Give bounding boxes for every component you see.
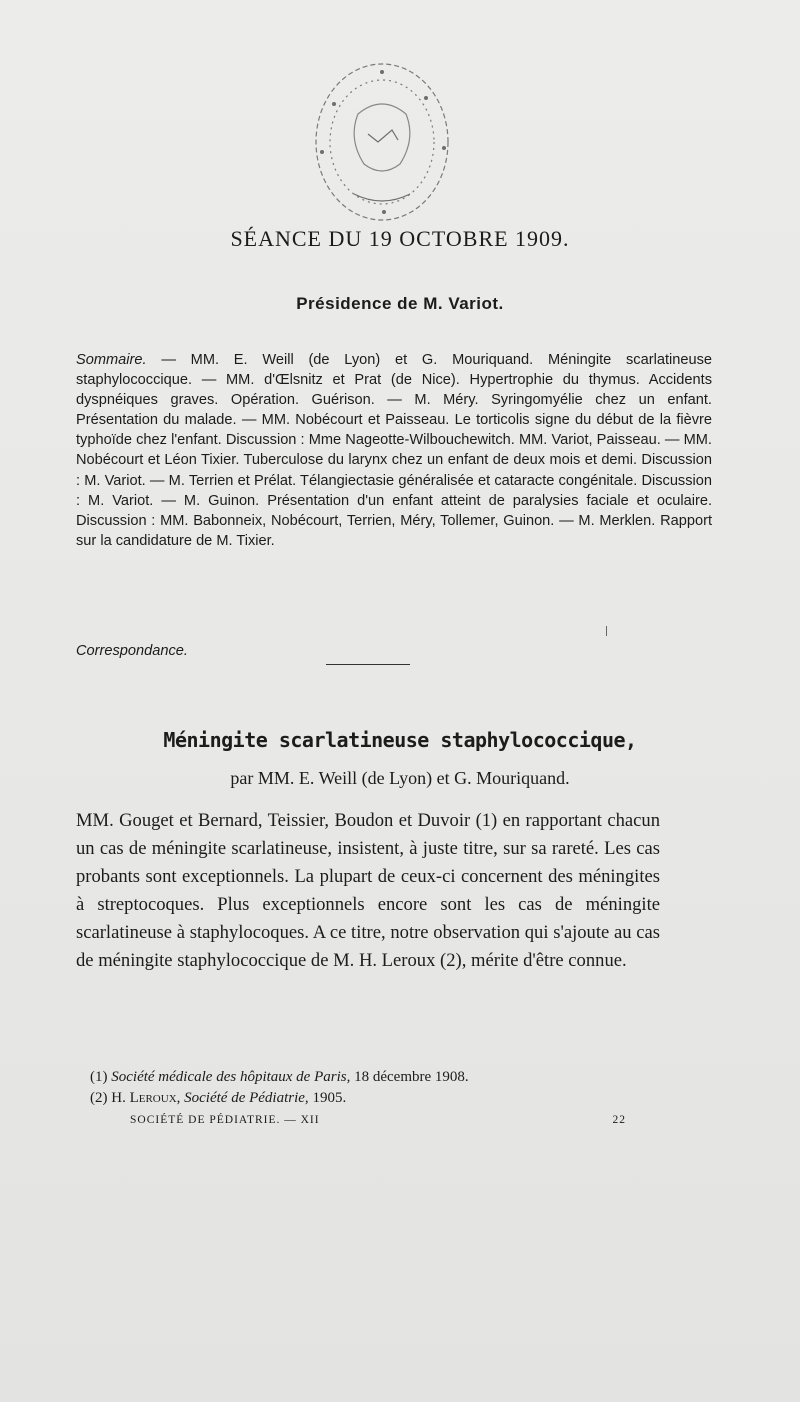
- summary-label: Sommaire.: [76, 352, 147, 368]
- summary-text: — MM. E. Weill (de Lyon) et G. Mouriquand. Méningite scarlatineuse staphylococcique. — MM. d'Œlsnitz et Prat (de Nice). Hypertrophie du thymus. Accidents dyspnéiques graves. Opération. Guérison. — M. Méry. Syringomyélie chez un enfant. Présentation du malade. — MM. Nobécourt et Paisseau. Le torticolis signe du début de la fièvre typhoïde chez l'enfant. Discussion : Mme Nageotte-Wilbouchewitch. MM. Variot, Paisseau. — MM. Nobécourt et Léon Tixier. Tuberculose du larynx chez un enfant de deux mois et demi. Discussion : M. Variot. — M. Terrien et Prélat. Télangiectasie généralisée et cataracte congénitale. Discussion : M. Variot. — M. Guinon. Présentation d'un enfant atteint de paralysies faciale et oculaire. Discussion : MM. Babonneix, Nobécourt, Terrien, Méry, Tollemer, Guinon. — M. Merklen. Rapport sur la candidature de M. Tixier.: [76, 352, 712, 549]
- summary-paragraph: [76, 350, 712, 551]
- footnote-2: (2) H. Leroux, Société de Pédiatrie, 1905.: [90, 1090, 347, 1106]
- footnote-1: (1) Société médicale des hôpitaux de Paris, 18 décembre 1908.: [90, 1069, 469, 1085]
- page-footer: [130, 1114, 626, 1126]
- article-body: MM. Gouget et Bernard, Teissier, Boudon et Duvoir (1) en rapportant chacun un cas de méningite scarlatineuse, insistent, à juste titre, sur sa rareté. Les cas probants sont exceptionnels. La plupart de ceux-ci concernent des méningites à streptocoques. Plus exceptionnels encore sont les cas de méningite scarlatineuse à staphylocoques. A ce titre, notre observation qui s'ajoute au cas de méningite staphylococcique de M. H. Leroux (2), mérite d'être connue.: [76, 810, 660, 972]
- footer-journal: SOCIÉTÉ DE PÉDIATRIE. — XII: [130, 1114, 320, 1126]
- presidency-line: Présidence de M. Variot.: [296, 294, 504, 313]
- article-title: Méningite scarlatineuse staphylococcique,: [163, 728, 637, 752]
- page-number: 22: [612, 1114, 626, 1126]
- article-authors: par MM. E. Weill (de Lyon) et G. Mouriquand.: [230, 768, 570, 788]
- library-stamp-icon: [298, 44, 468, 234]
- margin-mark: [606, 626, 607, 636]
- section-divider: [326, 664, 410, 665]
- correspondence-label: Correspondance.: [76, 643, 188, 659]
- session-title: SÉANCE DU 19 OCTOBRE 1909.: [230, 226, 570, 251]
- footnotes: [90, 1067, 690, 1109]
